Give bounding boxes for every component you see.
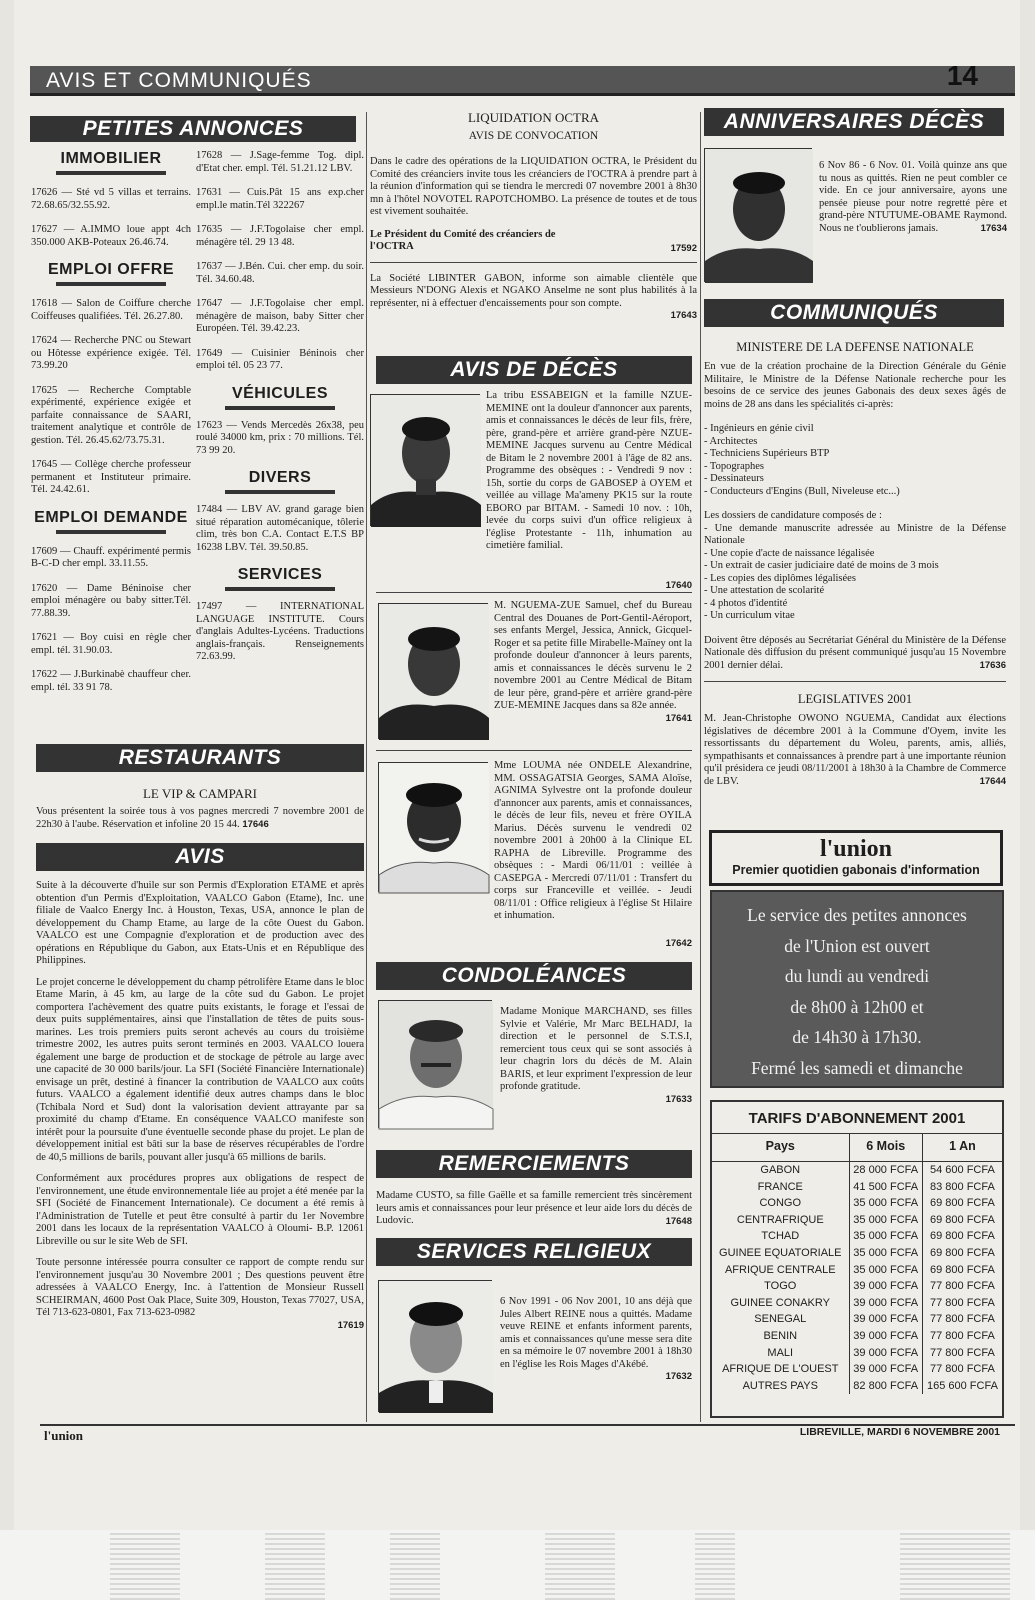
annonce-17497: 17497 — INTERNATIONAL LANGUAGE INSTITUTE. Cours d'anglais Adultes-Lycéens. Traductions anglais-français. Renseignements 72.63.99. bbox=[196, 601, 364, 662]
annonce-17620: 17620 — Dame Béninoise cher emploi ménagère ou baby sitter.Tél. 77.88.39. bbox=[31, 582, 191, 619]
immobilier-heading: IMMOBILIER bbox=[31, 150, 191, 175]
services-heading: SERVICES bbox=[196, 566, 364, 591]
liquidation-ref: 17592 bbox=[670, 242, 697, 254]
portrait-ntutume-obame-icon bbox=[705, 149, 813, 283]
specialite-item: - Ingénieurs en génie civil bbox=[704, 423, 814, 434]
tarif-pays: TCHAD bbox=[761, 1230, 800, 1243]
remerciements-block bbox=[376, 1190, 692, 1227]
tarifs-row bbox=[712, 1228, 1002, 1245]
annonce-17647: 17647 — J.F.Togolaise cher empl. ménagère de maison, baby Sitter cher Européen. Tél. 39.42.23. bbox=[196, 298, 364, 334]
tarifs-row bbox=[712, 1345, 1002, 1362]
dossier-item: - Un extrait de casier judiciaire daté de moins de 3 mois bbox=[704, 560, 939, 571]
annonce-17628: 17628 — J.Sage-femme Tog. dipl. d'Etat cher. empl. Tél. 51.21.12 LBV. bbox=[196, 150, 364, 174]
anniversaires-text: 6 Nov 86 - 6 Nov. 01. Voilà quinze ans que tu nous as quittés. Rien ne peut combler ce vide. En ce jour anniversaire, ayons une pensée pieuse pour notre regretté père et grand-père NTUTUME-OBAME Raymond. Nous ne t'oublierons jamais. bbox=[819, 160, 1007, 234]
petites-annonces-banner: PETITES ANNONCES bbox=[30, 116, 356, 142]
portrait-photo bbox=[378, 1000, 492, 1128]
tarifs-row bbox=[712, 1162, 1002, 1179]
annonce-17622: 17622 — J.Burkinabè chauffeur cher. empl. tél. 33 91 78. bbox=[31, 669, 191, 693]
condoleances-banner: CONDOLÉANCES bbox=[376, 962, 692, 990]
services-religieux-ref: 17632 bbox=[665, 1371, 692, 1382]
dossier-item: - Une demande manuscrite adressée au Ministre de la Défense Nationale bbox=[704, 522, 1006, 546]
tarif-6mois: 35 000 FCFA bbox=[849, 1195, 922, 1212]
tarif-6mois: 35 000 FCFA bbox=[849, 1245, 922, 1262]
deces-3-ref: 17642 bbox=[665, 938, 692, 949]
annonce-17623: 17623 — Vends Mercedès 26x38, peu roulé 34000 km, prix : 70 millions. Tél. 73 99 20. bbox=[196, 419, 364, 456]
portrait-alain-baris-icon bbox=[379, 1001, 493, 1129]
deces-2-ref: 17641 bbox=[665, 712, 692, 724]
tarifs-row bbox=[712, 1245, 1002, 1262]
annonce-17609: 17609 — Chauff. expérimenté permis B-C-D cher empl. 33.11.55. bbox=[31, 545, 191, 569]
dossier-item: - Un curriculum vitae bbox=[704, 610, 795, 621]
column-divider bbox=[700, 112, 701, 1422]
service-line: de 14h30 à 17h30. bbox=[792, 1027, 922, 1047]
tarifs-row bbox=[712, 1295, 1002, 1312]
portrait-photo bbox=[370, 394, 480, 526]
portrait-photo bbox=[378, 1280, 492, 1412]
tarifs-row bbox=[712, 1212, 1002, 1229]
avis-deces-banner: AVIS DE DÉCÈS bbox=[376, 356, 692, 384]
tarif-6mois: 39 000 FCFA bbox=[849, 1278, 922, 1295]
liquidation-signature: Le Président du Comité des créanciers de l'OCTRA bbox=[370, 228, 556, 252]
tarif-1an: 77 800 FCFA bbox=[930, 1329, 995, 1342]
portrait-photo bbox=[704, 148, 812, 282]
avis-paragraph-2: Le projet concerne le développement du champ pétrolifère Etame dans le bloc Etame Marin, à 45 km, au large de la côte sud du Gabon. Le projet comportera l'achèvement des quatre puits existants, le forage et l'essai de deux puits supplémentaires, ainsi que l'installation de têtes de puits sous-marines. Les trois premiers puits seront achevés au cours du troisième trimestre 2002, les autres puits seront terminés en 2003. VAALCO louera également une barge de production et de stockage de pétrole au large avec une capacité de 30 000 barils/jour. La SFI (Société Financière Internationale) envisage un prêt, destiné à financer la contribution de VAALCO aux coûts futurs. VAALCO a également identifié deux autres champs dans le bloc (Tchibala Nord et Sud) dont la valorisation devient attrayante par sa proximité du champ d'Etame. En conséquence VAALCO manifeste son intérêt pour la poursuite d'une éventuelle seconde phase du projet. Le plan de développement initial est bâti sur la base de réserves récupérables de l'ordre de 40,5 millions de barils, pouvant aller jusqu'à 65 millions de barils. bbox=[36, 976, 364, 1163]
page-number: 14 bbox=[946, 60, 978, 91]
tarif-6mois: 39 000 FCFA bbox=[849, 1311, 922, 1328]
tarif-1an: 77 800 FCFA bbox=[930, 1280, 995, 1293]
libinter-text: La Société LIBINTER GABON, informe son aimable clientèle que Messieurs N'DONG Alexis et NGAKO Anselme ne sont plus habilités à la représenter, ni à effectuer d'encaissements pour son compte. bbox=[370, 272, 697, 309]
annonce-17635: 17635 — J.F.Togolaise cher empl. ménagère tél. 29 13 48. bbox=[196, 224, 364, 248]
section-title: AVIS ET COMMUNIQUÉS bbox=[46, 69, 312, 92]
tarif-1an: 165 600 FCFA bbox=[926, 1379, 998, 1392]
tarif-6mois: 39 000 FCFA bbox=[849, 1328, 922, 1345]
annonce-17484: 17484 — LBV AV. grand garage bien situé réparation automécanique, tôlerie clim, très bon C.A. Contact E.T.S BP 16238 LBV. Tél. 39.50.85. bbox=[196, 504, 364, 553]
legislatives-ref: 17644 bbox=[979, 776, 1006, 787]
dossier-intro: Les dossiers de candidature composés de : bbox=[704, 510, 882, 521]
tarif-6mois: 28 000 FCFA bbox=[849, 1162, 922, 1179]
annonce-17626: 17626 — Sté vd 5 villas et terrains. 72.68.65/32.55.92. bbox=[31, 187, 191, 211]
liquidation-title: LIQUIDATION OCTRA bbox=[467, 110, 600, 125]
dossier-item: - Les copies des diplômes légalisées bbox=[704, 572, 856, 584]
column-divider bbox=[366, 112, 367, 1422]
liquidation-octra-block bbox=[370, 110, 697, 321]
restaurants-banner: RESTAURANTS bbox=[36, 744, 364, 772]
tarif-pays: CONGO bbox=[759, 1197, 802, 1210]
annonce-17649: 17649 — Cuisinier Béninois cher emploi tél. 05 23 77. bbox=[196, 347, 364, 371]
deces-1-ref: 17640 bbox=[665, 580, 692, 591]
tarifs-box bbox=[710, 1100, 1004, 1418]
tarif-1an: 77 800 FCFA bbox=[930, 1296, 995, 1309]
tarifs-header-1an: 1 An bbox=[922, 1134, 1002, 1162]
tarif-pays: MALI bbox=[767, 1346, 794, 1359]
annonce-17637: 17637 — J.Bén. Cui. cher emp. du soir. Tél. 34.60.48. bbox=[196, 261, 364, 285]
tarif-6mois: 35 000 FCFA bbox=[849, 1262, 922, 1279]
background-strip bbox=[0, 1530, 1035, 1600]
tarif-pays: AUTRES PAYS bbox=[742, 1379, 818, 1392]
anniversaires-ref: 17634 bbox=[980, 223, 1007, 234]
tarifs-row bbox=[712, 1361, 1002, 1378]
specialite-item: - Topographes bbox=[704, 460, 765, 472]
service-hours-box bbox=[710, 890, 1004, 1088]
union-logo: l'union bbox=[819, 836, 893, 862]
service-line: de 8h00 à 12h00 et bbox=[790, 996, 924, 1017]
tarif-pays: GUINEE CONAKRY bbox=[730, 1296, 830, 1309]
tarif-pays: CENTRAFRIQUE bbox=[736, 1213, 824, 1226]
service-line: de l'Union est ouvert bbox=[784, 935, 930, 956]
tarif-pays: AFRIQUE DE L'OUEST bbox=[722, 1363, 839, 1376]
avis-paragraph-4: Toute personne intéressée pourra consulter ce rapport de compte rendu sur l'environnement jusqu'au 30 Novembre 2001 ; Des questions peuvent être adressées à VAALCO Energy, Inc. à l'attention de Monsieur Russell SCHEIRMAN, 4600 Post Oak Place, Suite 309, Houston, Texas 77027, USA, Tél 713-623-0801, Fax 713-623-0982 bbox=[36, 1257, 364, 1318]
service-line: du lundi au vendredi bbox=[784, 966, 930, 986]
avis-deces-3-block bbox=[494, 760, 692, 921]
portrait-photo bbox=[378, 603, 488, 739]
tarif-pays: GUINEE EQUATORIALE bbox=[719, 1246, 842, 1259]
footer-logo: l'union bbox=[44, 1428, 84, 1443]
tarif-6mois: 82 800 FCFA bbox=[849, 1378, 922, 1395]
communique-closing: Doivent être déposés au Secrétariat Général du Ministère de la Défense Nationale dès diffusion du présent communiqué jusqu'au 15 Novembre 2001 dernier délai. bbox=[704, 634, 1006, 671]
tarif-1an: 77 800 FCFA bbox=[930, 1346, 995, 1359]
petites-annonces-col-a bbox=[31, 150, 191, 706]
tarif-pays: FRANCE bbox=[757, 1180, 803, 1193]
tarifs-row bbox=[712, 1179, 1002, 1196]
liquidation-text: Dans le cadre des opérations de la LIQUIDATION OCTRA, le Président du Comité des créanciers invite tous les créanciers de l'OCTRA à prendre part à la réunion d'information qui se tiendra le mercredi 07 novembre 2001 à 8h30 mn à l'hôtel NOVOTEL RAPOTCHOMBO. La présence de toutes et de tous est vivement souhaitée. bbox=[370, 156, 697, 217]
specialite-item: - Techniciens Supérieurs BTP bbox=[704, 448, 830, 459]
communiques-banner: COMMUNIQUÉS bbox=[704, 299, 1004, 327]
remerciements-text: Madame CUSTO, sa fille Gaëlle et sa famille remercient très sincèrement leurs amis et connaissances pour leur présence et leur aide lors du décès de Ludovic. bbox=[376, 1190, 692, 1226]
annonce-17645: 17645 — Collège cherche professeur permanent et Instituteur primaire. Tél. 24.42.61. bbox=[31, 459, 191, 495]
deces-3-text-head: Mme LOUMA née ONDELE Alexandrine, MM. OSSAGATSIA Georges, SAMA Aloïse, AGNIMA Sylvestre ont la profonde douleur d'annoncer aux parents, amis et connaissances, le décès de leur fils, neveu et frère OYILA Marius. Décès survenu le vendredi 02 novembre 2001 à 20h00 à la Clinique EL RAPHA de Libreville. Programme des obsèques : - Mardi 06/11/01 : veillée à CASEPGA - Mercredi 07/11/01 : Transfert du corps sur Franceville et veillée. - Jeudi 08/11/01 : Office religieux à l'église St Hilaire et inhumation. bbox=[494, 760, 692, 921]
portrait-jules-albert-reine-icon bbox=[379, 1281, 493, 1413]
portrait-zue-memine-icon bbox=[379, 604, 489, 740]
liquidation-subtitle: AVIS DE CONVOCATION bbox=[468, 130, 599, 142]
libinter-ref: 17643 bbox=[670, 310, 697, 321]
dossier-item: - Une attestation de scolarité bbox=[704, 585, 825, 596]
condoleances-block bbox=[500, 1006, 692, 1105]
portrait-nzue-memine-icon bbox=[371, 395, 481, 527]
restaurant-ref: 17646 bbox=[242, 818, 269, 830]
tarif-6mois: 35 000 FCFA bbox=[849, 1212, 922, 1229]
avis-ref: 17619 bbox=[337, 1319, 364, 1331]
portrait-oyila-marius-icon bbox=[379, 763, 489, 893]
avis-paragraph-3: Conformément aux procédures propres aux obligations de respect de l'environnement, une étude environnementale liée au projet a été menée par la SFI (Société de Financement Internationale). Ce document a été remis à l'Administration de Tutelle et peut être consulté à partir du 1er Novembre 2001 dans les locaux de la représentation VAALCO à Oloumi- B.P. 12061 Libreville ou sur le site Web de SFI. bbox=[36, 1173, 364, 1247]
communique-title: MINISTERE DE LA DEFENSE NATIONALE bbox=[736, 340, 974, 354]
tarif-1an: 69 800 FCFA bbox=[930, 1213, 995, 1226]
specialite-item: - Architectes bbox=[704, 435, 758, 447]
divers-heading: DIVERS bbox=[196, 469, 364, 494]
tarif-1an: 69 800 FCFA bbox=[930, 1230, 995, 1243]
communiques-block bbox=[704, 340, 1006, 787]
dossier-item: - Une copie d'acte de naissance légalisée bbox=[704, 547, 875, 559]
tarif-1an: 77 800 FCFA bbox=[930, 1313, 995, 1326]
communique-intro: En vue de la création prochaine de la Direction Générale du Génie Militaire, le Ministre de la Défense Nationale recherche pour les besoins de ce service des jeunes Gabonais des deux sexes âgés de moins de 28 ans dans les spécialités ci-après: bbox=[704, 361, 1006, 410]
tarif-1an: 69 800 FCFA bbox=[930, 1197, 995, 1210]
tarifs-table bbox=[712, 1134, 1002, 1394]
deces-2-text: M. NGUEMA-ZUE Samuel, chef du Bureau Central des Douanes de Port-Gentil-Aéroport, ses enfants Mergel, Jessica, Annick, Gicquel-Roger et sa petite fille Mirabelle-Maïney ont la profonde douleur d'annoncer à leurs parents, amis et connaissances le décès survenu le 2 novembre 2001 au Centre Médical de Bitam de leur père, grand-père et arrière grand-père ZUE-MEMINE Jacques dans sa 82e année. bbox=[494, 600, 692, 711]
tarif-6mois: 39 000 FCFA bbox=[849, 1361, 922, 1378]
avis-vaalco-block bbox=[36, 880, 364, 1331]
tarif-pays: GABON bbox=[760, 1164, 801, 1176]
tarif-6mois: 39 000 FCFA bbox=[849, 1345, 922, 1362]
communique-ref: 17636 bbox=[979, 660, 1006, 671]
annonce-17631: 17631 — Cuis.Pât 15 ans exp.cher empl.le matin.Tél 322267 bbox=[196, 187, 364, 211]
service-line: Fermé les samedi et dimanche bbox=[751, 1057, 963, 1078]
tarif-1an: 83 800 FCFA bbox=[930, 1180, 995, 1193]
tarif-pays: AFRIQUE CENTRALE bbox=[724, 1263, 836, 1276]
tarifs-header-pays: Pays bbox=[712, 1134, 849, 1162]
tarifs-row bbox=[712, 1278, 1002, 1295]
specialite-item: - Dessinateurs bbox=[704, 473, 764, 484]
tarifs-title: TARIFS D'ABONNEMENT 2001 bbox=[712, 1102, 1002, 1134]
dossier-item: - 4 photos d'identité bbox=[704, 597, 788, 609]
deces-1-text-head: La tribu ESSABEIGN et la famille NZUE-MEMINE ont la douleur d'annoncer aux parents, amis et connaissances le décès de leur fils, frère, père, grand-père et arrière grand-père NZUE-MEMINE Jacques survenu au Centre Médical de Bitam le 2 novembre 2001 à l'âge de 82 ans. Programme des obsèques : - Vendredi 9 nov : 15h, sortie du corps de GABOSEP à OYEM et veillée au village Ma'ameny PK15 sur la route EBORO par BITAM. - Samedi 10 nov. : 10h, levée du corps suivi d'un office religieux à l'église Protestante - 11h, inhumation au cimetière familial. bbox=[486, 390, 692, 551]
services-religieux-banner: SERVICES RELIGIEUX bbox=[376, 1238, 692, 1266]
tarifs-row bbox=[712, 1328, 1002, 1345]
tarif-pays: SENEGAL bbox=[754, 1313, 807, 1326]
tarif-pays: TOGO bbox=[764, 1280, 797, 1293]
legislatives-text: M. Jean-Christophe OWONO NGUEMA, Candidat aux élections législatives de décembre 2001 à la Commune d'Oyem, invite les ressortissants du département du Woleu, parents, amis, alliés, sympathisants et connaissances à prendre part à une importante réunion qu'il présidera ce jeudi 08/11/2001 à 18h30 à la Chambre de Commerce de LBV. bbox=[704, 713, 1006, 787]
anniversaires-block bbox=[819, 160, 1007, 234]
tarif-pays: BENIN bbox=[763, 1329, 798, 1342]
annonce-17621: 17621 — Boy cuisi en règle cher empl. tél. 31.90.03. bbox=[31, 632, 191, 656]
tarifs-row bbox=[712, 1262, 1002, 1279]
tarif-1an: 69 800 FCFA bbox=[930, 1263, 995, 1276]
avis-deces-1-block bbox=[486, 390, 692, 551]
restaurant-text: Vous présentent la soirée tous à vos pagnes mercredi 7 novembre 2001 de 22h30 à l'aube. Réservation et infoline 20 15 44. bbox=[36, 806, 364, 830]
tarifs-row bbox=[712, 1378, 1002, 1395]
section-header-band bbox=[30, 66, 1015, 96]
emploi-demande-heading: EMPLOI DEMANDE bbox=[31, 509, 191, 534]
tarif-6mois: 41 500 FCFA bbox=[849, 1179, 922, 1196]
union-tagline: Premier quotidien gabonais d'information bbox=[732, 863, 980, 877]
condoleances-text: Madame Monique MARCHAND, ses filles Sylvie et Valérie, Mr Marc BELHADJ, la direction et le personnel de S.T.S.I, remercient tous ceux qui se sont associés à leur chagrin lors du décès de M. Alain BARIS, et leur expriment l'expression de leur profonde gratitude. bbox=[500, 1006, 692, 1092]
remerciements-ref: 17648 bbox=[665, 1215, 692, 1227]
petites-annonces-col-b bbox=[196, 150, 364, 676]
annonce-17624: 17624 — Recherche PNC ou Stewart ou Hôtesse expérience exigée. Tél. 73.99.20 bbox=[31, 335, 191, 371]
tarifs-row bbox=[712, 1311, 1002, 1328]
restaurants-block bbox=[36, 786, 364, 831]
anniversaires-banner: ANNIVERSAIRES DÉCÈS bbox=[704, 108, 1004, 136]
legislatives-title: LEGISLATIVES 2001 bbox=[797, 692, 913, 706]
tarif-1an: 69 800 FCFA bbox=[930, 1246, 995, 1259]
annonce-17625: 17625 — Recherche Comptable expérimenté, expérience exigée et parfaite connaissance de SAARI, traitement analytique et contrôle de gestion. Tél. 26.45.62/73.75.31. bbox=[31, 384, 191, 446]
tarif-1an: 77 800 FCFA bbox=[930, 1363, 995, 1376]
vehicules-heading: VÉHICULES bbox=[196, 385, 364, 410]
annonce-17627: 17627 — A.IMMO loue appt 4ch 350.000 AKB-Poteaux 26.46.74. bbox=[31, 224, 191, 248]
avis-banner: AVIS bbox=[36, 843, 364, 871]
emploi-offre-heading: EMPLOI OFFRE bbox=[31, 261, 191, 286]
tarifs-header-6mois: 6 Mois bbox=[849, 1134, 922, 1162]
footer-dateline: LIBREVILLE, MARDI 6 NOVEMBRE 2001 bbox=[799, 1426, 1000, 1438]
annonce-17618: 17618 — Salon de Coiffure cherche Coiffeuses qualifiées. Tél. 26.27.80. bbox=[31, 298, 191, 322]
services-religieux-text: 6 Nov 1991 - 06 Nov 2001, 10 ans déjà que Jules Albert REINE nous a quittés. Madame veuve REINE et enfants informent parents, amis et connaissances qu'une messe sera dite en sa mémoire le 07 novembre 2001 à 18h30 en l'église les Rois Mages d'Akébé. bbox=[500, 1296, 692, 1370]
newspaper-page bbox=[14, 0, 1020, 1530]
tarif-6mois: 39 000 FCFA bbox=[849, 1295, 922, 1312]
avis-deces-2-block bbox=[494, 600, 692, 724]
avis-paragraph-1: Suite à la découverte d'huile sur son Permis d'Exploration ETAME et après obtention d'un Permis d'Exploitation, VAALCO Gabon (Etame), Inc. une filiale de Vaalco Energy Inc. à Houston, Texas, USA, annonce le plan de développement du Champ Etame, au large de la côte Ouest du Gabon. VAALCO est une Compagnie d'exploration et de production avec des opérations en République du Gabon, aux Etats-Unis et en République des Philippines. bbox=[36, 880, 364, 966]
portrait-photo bbox=[378, 762, 488, 892]
tarifs-row bbox=[712, 1195, 1002, 1212]
restaurant-title: LE VIP & CAMPARI bbox=[142, 786, 258, 801]
condoleances-ref: 17633 bbox=[665, 1093, 692, 1105]
remerciements-banner: REMERCIEMENTS bbox=[376, 1150, 692, 1178]
union-promo-box bbox=[709, 830, 1003, 886]
specialite-item: - Conducteurs d'Engins (Bull, Niveleuse etc...) bbox=[704, 485, 900, 497]
services-religieux-block bbox=[500, 1296, 692, 1382]
service-line: Le service des petites annonces bbox=[747, 905, 967, 925]
tarif-6mois: 35 000 FCFA bbox=[849, 1228, 922, 1245]
tarif-1an: 54 600 FCFA bbox=[930, 1164, 995, 1176]
